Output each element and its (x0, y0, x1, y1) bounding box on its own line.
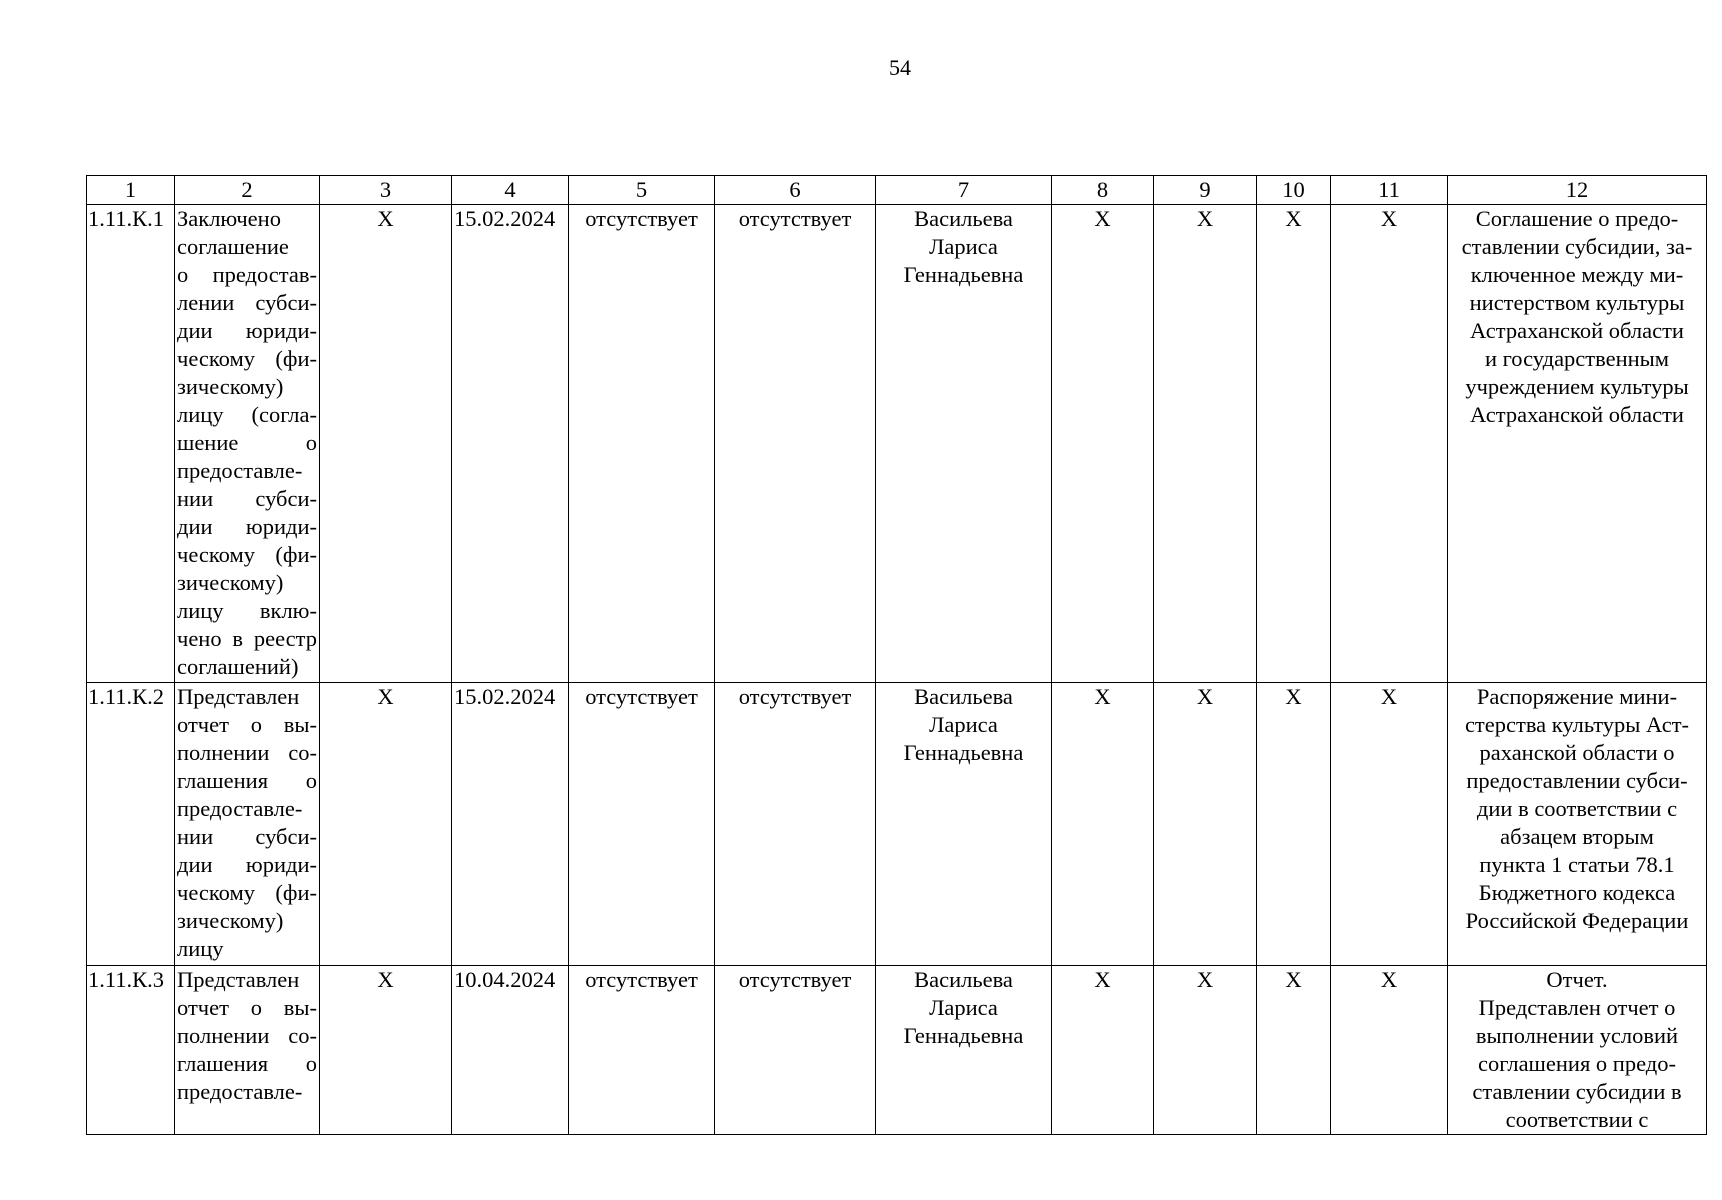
table-row (87, 683, 1707, 966)
event-line: ческому (фи- (177, 880, 317, 905)
header-cell: 7 (876, 176, 1052, 205)
cell-x: X (1154, 966, 1257, 1135)
header-cell: 4 (452, 176, 569, 205)
header-cell: 6 (715, 176, 876, 205)
header-cell: 11 (1331, 176, 1448, 205)
row-id: 1.11.К.2 (87, 683, 175, 966)
table-row (87, 205, 1707, 683)
date-cell: 15.02.2024 (452, 205, 569, 683)
event-line: дии юриди- (177, 852, 317, 877)
document-description: Отчет. Представлен отчет о выполнении условий соглашения о предо- ставлении субсидии в соответствии с (1448, 966, 1707, 1135)
date-cell: 15.02.2024 (452, 683, 569, 966)
table-row (87, 966, 1707, 1135)
event-line: нии субси- (177, 486, 317, 511)
event-line: ческому (фи- (177, 346, 317, 371)
event-line: глашения о (177, 768, 317, 793)
event-line: нии субси- (177, 824, 317, 849)
responsible-person: Васильева Лариса Геннадьевна (876, 683, 1052, 966)
event-line: лении субси- (177, 290, 317, 315)
event-line: чено в реестр (177, 626, 317, 651)
cell-x: X (1154, 205, 1257, 683)
absent-cell: отсутствует (569, 966, 715, 1135)
event-line: предоставле- (177, 796, 303, 821)
event-line: лицу (согла- (177, 402, 317, 427)
header-cell: 2 (175, 176, 320, 205)
cell-x: X (1257, 205, 1331, 683)
plan-table (86, 175, 1707, 1135)
event-line: Заключено (177, 206, 281, 231)
absent-cell: отсутствует (715, 966, 876, 1135)
header-cell: 12 (1448, 176, 1707, 205)
cell-x: X (1052, 966, 1154, 1135)
header-cell: 1 (87, 176, 175, 205)
cell-x: X (320, 683, 452, 966)
absent-cell: отсутствует (569, 683, 715, 966)
absent-cell: отсутствует (715, 683, 876, 966)
event-line: предоставле- (177, 1079, 303, 1104)
document-description: Соглашение о предо- ставлении субсидии, за- ключенное между ми- нистерством культуры Астраханской области и государственным учреждением культуры Астраханской области (1448, 205, 1707, 683)
event-line: лицу вклю- (177, 598, 317, 623)
event-line: отчет о вы- (177, 712, 317, 737)
header-cell: 3 (320, 176, 452, 205)
header-cell: 5 (569, 176, 715, 205)
cell-x: X (1257, 683, 1331, 966)
cell-x: X (1052, 683, 1154, 966)
event-text (175, 966, 320, 1135)
cell-x: X (320, 205, 452, 683)
cell-x: X (1331, 966, 1448, 1135)
header-row (87, 176, 1707, 205)
event-line: Представлен (177, 684, 300, 709)
event-line: отчет о вы- (177, 995, 317, 1020)
document-description: Распоряжение мини- стерства культуры Аст- раханской области о предоставлении субси- дии в соответствии с абзацем вторым пункта 1 статьи 78.1 Бюджетного кодекса Российской Федерации (1448, 683, 1707, 966)
event-line: дии юриди- (177, 514, 317, 539)
event-line: зическому) (177, 570, 284, 595)
event-line: шение о (177, 430, 317, 455)
header-cell: 10 (1257, 176, 1331, 205)
event-text (175, 683, 320, 966)
event-line: зическому) (177, 374, 284, 399)
cell-x: X (320, 966, 452, 1135)
page-number: 54 (889, 55, 911, 80)
event-line: ческому (фи- (177, 542, 317, 567)
row-id: 1.11.К.1 (87, 205, 175, 683)
absent-cell: отсутствует (715, 205, 876, 683)
event-line: дии юриди- (177, 318, 317, 343)
header-cell: 9 (1154, 176, 1257, 205)
header-cell: 8 (1052, 176, 1154, 205)
event-line: полнении со- (177, 1023, 317, 1048)
event-text (175, 205, 320, 683)
event-line: полнении со- (177, 740, 317, 765)
date-cell: 10.04.2024 (452, 966, 569, 1135)
event-line: соглашений) (177, 654, 299, 679)
cell-x: X (1154, 683, 1257, 966)
cell-x: X (1052, 205, 1154, 683)
event-line: Представлен (177, 967, 300, 992)
event-line: глашения о (177, 1051, 317, 1076)
cell-x: X (1257, 966, 1331, 1135)
responsible-person: Васильева Лариса Геннадьевна (876, 205, 1052, 683)
cell-x: X (1331, 683, 1448, 966)
event-line: о предостав- (177, 262, 317, 287)
event-line: зическому) (177, 908, 284, 933)
cell-x: X (1331, 205, 1448, 683)
event-line: предоставле- (177, 458, 303, 483)
responsible-person: Васильева Лариса Геннадьевна (876, 966, 1052, 1135)
absent-cell: отсутствует (569, 205, 715, 683)
row-id: 1.11.К.3 (87, 966, 175, 1135)
event-line: соглашение (177, 234, 289, 259)
event-line: лицу (177, 936, 224, 961)
